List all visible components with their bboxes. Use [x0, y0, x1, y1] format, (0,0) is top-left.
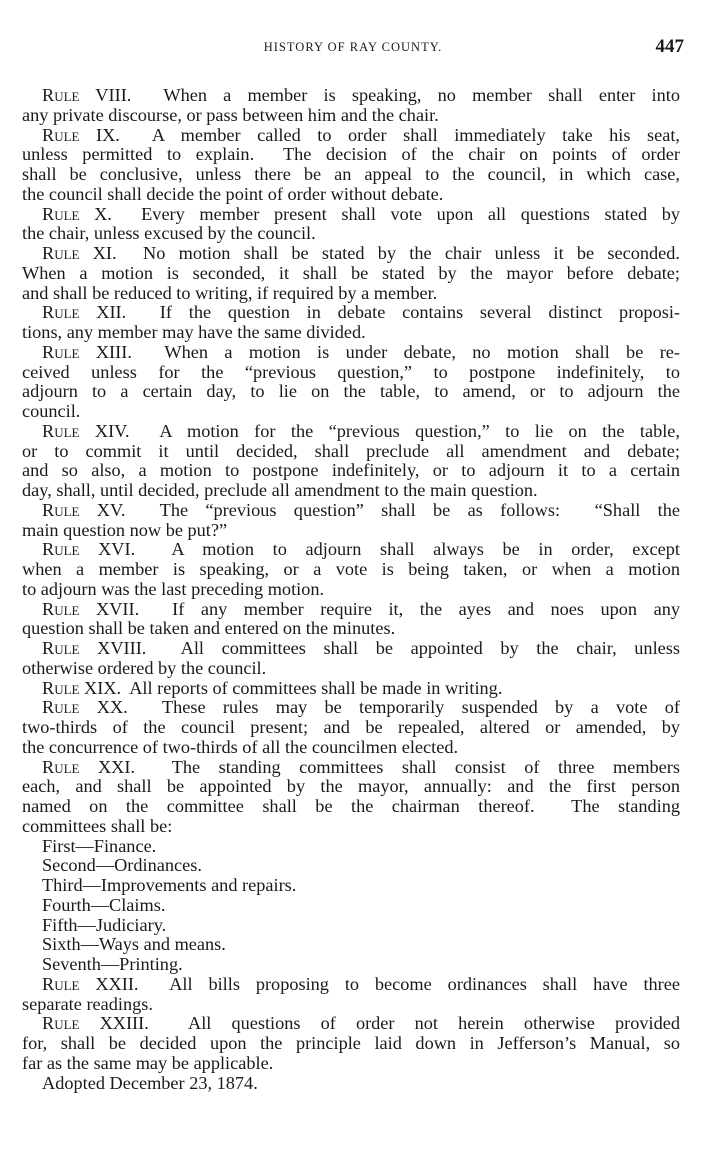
line-text: XV. The “previous question” shall be as follows: “Shall the [79, 499, 680, 520]
line-text: and shall be reduced to writing, if required by a member. [22, 282, 438, 303]
line-text: XVI. A motion to adjourn shall always be in order, except [79, 539, 680, 560]
text-line [22, 284, 680, 304]
line-text: When a motion is seconded, it shall be stated by the mayor before debate; [22, 262, 680, 283]
text-line [22, 402, 680, 422]
text-line [22, 224, 680, 244]
rule-label: Rule [42, 1013, 80, 1034]
rule-label: Rule [42, 124, 80, 145]
line-text: ceived unless for the “previous question,” to postpone indefinitely, to [22, 361, 680, 382]
rule-paragraph [22, 422, 680, 501]
line-text: far as the same may be applicable. [22, 1052, 274, 1073]
line-text: council. [22, 401, 81, 421]
text-line [22, 461, 680, 481]
rule-paragraph [22, 86, 680, 126]
text-line [22, 145, 680, 165]
text-line [22, 165, 680, 185]
line-text: shall be conclusive, unless there be an appeal to the council, in which case, [22, 164, 680, 184]
text-line [22, 86, 680, 106]
adoption-date: Adopted December 23, 1874. [42, 1072, 258, 1093]
page-header [22, 36, 684, 58]
page-number: 447 [655, 36, 684, 57]
rule-paragraph [22, 679, 680, 699]
text-line [22, 521, 680, 541]
rule-paragraph [22, 600, 680, 640]
line-text: VIII. When a member is speaking, no member shall enter into [79, 85, 680, 105]
line-text: XXII. All bills proposing to become ordinances shall have three [79, 973, 680, 994]
line-text: otherwise ordered by the council. [22, 657, 267, 678]
rule-label: Rule [42, 341, 80, 362]
line-text: day, shall, until decided, preclude all amendment to the main question. [22, 480, 538, 500]
line-text: or to commit it until decided, shall preclude all amendment and debate; [22, 440, 680, 461]
rule-paragraph [22, 343, 680, 422]
text-line [22, 758, 680, 778]
line-text: two-thirds of the council present; and be repealed, altered or amended, by [22, 717, 680, 737]
rule-paragraph [22, 758, 680, 837]
rule-paragraph [22, 205, 680, 245]
text-line [22, 995, 680, 1015]
committee-item: Sixth—Ways and means. [42, 934, 226, 955]
line-text: for, shall be decided upon the principle laid down in Jefferson’s Manual, so [22, 1033, 680, 1053]
rule-label: Rule [42, 598, 80, 619]
text-line [22, 600, 680, 620]
line-text: adjourn to a certain day, to lie on the table, to amend, or to adjourn the [22, 381, 680, 402]
text-line [22, 126, 680, 146]
rule-paragraph [22, 698, 680, 757]
rule-label: Rule [42, 499, 80, 520]
text-line [22, 481, 680, 501]
line-text: tions, any member may have the same divided. [22, 322, 366, 342]
rule-paragraph [22, 540, 680, 599]
line-text: XX. These rules may be temporarily suspended by a vote of [79, 697, 680, 718]
rules-section [22, 86, 680, 837]
line-text: XIX. All reports of committees shall be made in writing. [79, 677, 503, 698]
text-line [22, 797, 680, 817]
line-text: unless permitted to explain. The decision of the chair on points of order [22, 144, 680, 165]
text-line [22, 580, 680, 600]
text-line [22, 244, 680, 264]
line-text: IX. A member called to order shall immediately take his seat, [79, 124, 680, 145]
line-text: the concurrence of two-thirds of all the councilmen elected. [22, 736, 459, 757]
text-line [22, 264, 680, 284]
line-text: XI. No motion shall be stated by the chair unless it be seconded. [79, 243, 680, 263]
rule-label: Rule [42, 697, 80, 718]
text-line [22, 738, 680, 758]
text-line [22, 382, 680, 402]
text-line [22, 1034, 680, 1054]
text-line [22, 540, 680, 560]
running-title: HISTORY OF RAY COUNTY. [263, 40, 443, 54]
line-text: XIV. A motion for the “previous question,” to lie on the table, [79, 420, 680, 441]
text-line [22, 303, 680, 323]
rule-paragraph [22, 501, 680, 541]
rule-label: Rule [42, 302, 80, 323]
text-line [22, 185, 680, 205]
rule-paragraph [22, 639, 680, 679]
committee-item: Seventh—Printing. [42, 954, 183, 974]
rule-paragraph [22, 1014, 680, 1073]
line-text: named on the committee shall be the chairman thereof. The standing [22, 796, 680, 816]
line-text: main question now be put?” [22, 519, 228, 540]
text-line [22, 363, 680, 383]
rule-paragraph [22, 244, 680, 303]
text-line [22, 343, 680, 363]
line-text: committees shall be: [22, 815, 173, 836]
line-text: the chair, unless excused by the council. [22, 223, 316, 244]
rule-label: Rule [42, 85, 80, 105]
rule-label: Rule [42, 203, 80, 224]
rule-label: Rule [42, 973, 80, 994]
committee-item: First—Finance. [42, 835, 157, 856]
text-line [22, 698, 680, 718]
text-line [22, 619, 680, 639]
text-line [22, 501, 680, 521]
text-line [22, 1054, 680, 1074]
rule-label: Rule [42, 539, 80, 560]
text-line [22, 1014, 680, 1034]
text-line [22, 718, 680, 738]
rule-label: Rule [42, 638, 80, 658]
text-line [22, 442, 680, 462]
rules-section-2 [22, 975, 680, 1074]
committee-item: Fourth—Claims. [42, 894, 166, 915]
text-line [22, 106, 680, 126]
committee-item: Second—Ordinances. [42, 855, 202, 876]
line-text: XXI. The standing committees shall consist of three members [79, 756, 680, 777]
rule-paragraph [22, 303, 680, 343]
line-text: when a member is speaking, or a vote is being taken, or when a motion [22, 559, 680, 579]
rule-label: Rule [42, 243, 80, 263]
line-text: XVIII. All committees shall be appointed by the chair, unless [79, 638, 680, 658]
text-line [22, 323, 680, 343]
line-text: any private discourse, or pass between him and the chair. [22, 104, 439, 125]
text-line [22, 777, 680, 797]
text-line [22, 975, 680, 995]
text-line [22, 560, 680, 580]
text-line [22, 659, 680, 679]
text-line [22, 679, 680, 699]
text-line [22, 817, 680, 837]
line-text: each, and shall be appointed by the mayor, annually: and the first person [22, 776, 680, 797]
rule-paragraph [22, 975, 680, 1015]
text-line [22, 639, 680, 659]
line-text: question shall be taken and entered on the minutes. [22, 618, 396, 639]
rule-paragraph [22, 126, 680, 205]
rule-label: Rule [42, 420, 80, 441]
line-text: separate readings. [22, 993, 153, 1014]
line-text: XIII. When a motion is under debate, no motion shall be re- [79, 341, 680, 362]
rule-label: Rule [42, 756, 80, 777]
line-text: and so also, a motion to postpone indefinitely, or to adjourn it to a certain [22, 460, 680, 481]
committee-list [22, 837, 680, 975]
committee-item: Third—Improvements and repairs. [42, 875, 297, 895]
committee-item: Fifth—Judiciary. [42, 914, 167, 935]
line-text: the council shall decide the point of order without debate. [22, 183, 444, 204]
text-line [22, 205, 680, 225]
line-text: XVII. If any member require it, the ayes and noes upon any [79, 598, 680, 619]
line-text: XXIII. All questions of order not herein otherwise provided [79, 1013, 680, 1034]
line-text: X. Every member present shall vote upon all questions stated by [79, 203, 680, 224]
text-line [22, 422, 680, 442]
line-text: to adjourn was the last preceding motion. [22, 578, 325, 599]
line-text: XII. If the question in debate contains several distinct proposi- [79, 302, 680, 323]
rule-label: Rule [42, 677, 80, 698]
page-body [22, 86, 680, 1093]
